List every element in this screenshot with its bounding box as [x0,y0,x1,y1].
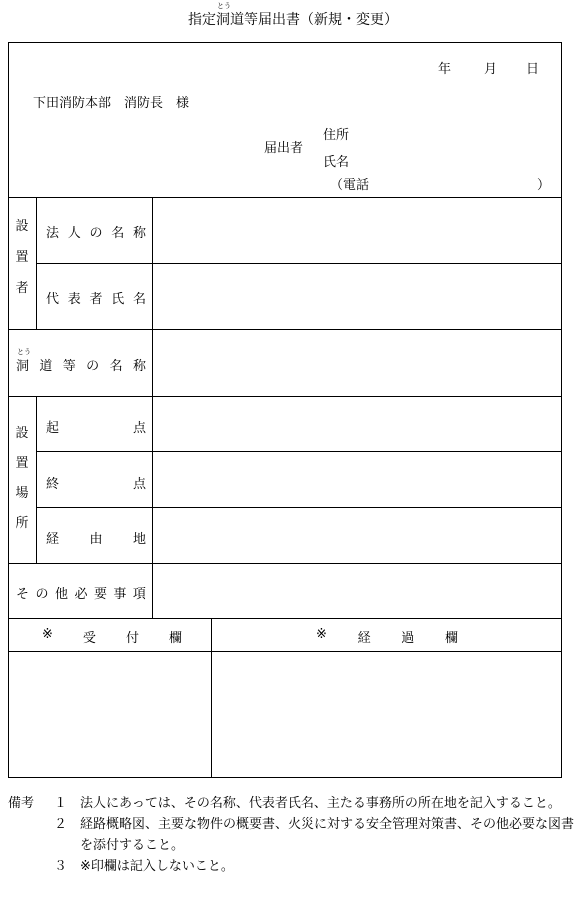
title-prefix: 指定 [188,12,216,28]
name-label: 氏名 [323,155,350,170]
note-item [8,814,580,856]
label-char: 法 [46,226,60,241]
rule-installer-mid [36,263,562,264]
rule-tunnel-bottom [8,396,562,397]
location-group-char-4: 所 [15,516,29,531]
label-char: 付 [125,631,139,646]
label-char: の [86,359,100,374]
rule-location-group-sep [36,396,37,563]
rule-stamp-header-bottom [8,651,562,652]
note-spacer [8,814,54,856]
label-char: 名 [132,292,146,307]
end-point-label [46,473,146,492]
installer-group-char-3: 者 [15,281,29,296]
label-char: 氏 [111,292,125,307]
form-title [0,2,586,29]
progress-label [316,627,458,646]
label-char: そ [16,587,30,602]
note-spacer [8,856,54,877]
note-text: 経路概略図、主要な物件の概要書、火災に対する安全管理対策書、その他必要な図書を添付すること。 [80,817,575,853]
rule-installer-bottom [8,329,562,330]
label-char: 道 [39,359,53,374]
label-char: 等 [62,359,76,374]
label-char: の [89,226,103,241]
label-char: 他 [54,587,68,602]
rep-name-label [46,288,146,307]
title-suffix: 道等届出書（新規・変更） [230,12,398,28]
date-month: 月 [484,62,498,77]
location-group-char-2: 置 [15,456,29,471]
label-char: 必 [74,587,88,602]
label-char: 過 [401,631,415,646]
location-group-label [14,426,30,532]
label-char: 経 [357,631,371,646]
other-items-label [16,583,146,602]
start-point-label [46,417,146,436]
label-char: 由 [89,532,103,547]
note-item [8,793,580,814]
label-char: 終 [46,477,60,492]
tunnel-name-label [16,348,146,374]
label-char: 者 [89,292,103,307]
addressee: 下田消防本部 消防長 様 [33,96,190,111]
rule-label-column-sep [152,197,153,618]
installer-group-char-1: 設 [15,219,29,234]
rule-header-bottom [8,197,562,198]
notifier-label: 届出者 [264,141,304,156]
date-day: 日 [526,62,540,77]
location-group-char-3: 場 [15,486,29,501]
note-text: 法人にあっては、その名称、代表者氏名、主たる事務所の所在地を記入すること。 [80,796,561,811]
rule-location-bottom [8,563,562,564]
label-char: 欄 [444,631,458,646]
label-char: 代 [46,292,60,307]
label-char: の [35,587,49,602]
label-char: 受 [82,631,96,646]
notes-heading: 備考 [8,796,35,811]
title-ruby-char: 洞 [216,12,230,28]
label-char: 起 [46,421,60,436]
label-char: 項 [132,587,146,602]
label-char: 要 [93,587,107,602]
label-char: 点 [132,477,146,492]
note-number: ３ [54,859,68,874]
note-number: ２ [54,817,68,832]
installer-group-label [14,219,30,297]
title-ruby-base [216,2,231,29]
phone-close: ） [537,178,551,193]
rule-end-bottom [36,507,562,508]
rule-stamp-sep [211,618,212,778]
label-char: ※ [42,627,53,642]
label-char: 欄 [168,631,182,646]
label-char: 名 [109,359,123,374]
phone-open: （電話 [330,178,370,193]
location-group-char-1: 設 [15,426,29,441]
address-label: 住所 [323,128,350,143]
label-char: 地 [132,532,146,547]
tunnel-ruby-reading: とう [17,348,31,356]
rule-installer-group-sep [36,197,37,329]
date-year: 年 [438,62,452,77]
corp-name-label [46,222,146,241]
note-number: １ [54,796,68,811]
label-char: 称 [132,359,146,374]
title-ruby-reading: とう [217,2,231,10]
reception-label [42,627,182,646]
label-char: ※ [316,627,327,642]
note-text: ※印欄は記入しないこと。 [80,859,234,874]
label-char: 事 [113,587,127,602]
installer-group-char-2: 置 [15,250,29,265]
label-char: 称 [132,226,146,241]
rule-other-bottom [8,618,562,619]
note-item [8,856,580,877]
rule-start-bottom [36,451,562,452]
label-char: 点 [132,421,146,436]
label-char: 人 [67,226,81,241]
notes [8,793,580,877]
label-char: 表 [67,292,81,307]
label-char: 名 [111,226,125,241]
tunnel-ruby-char: 洞 [16,359,30,374]
label-char: 経 [46,532,60,547]
via-point-label [46,528,146,547]
tunnel-ruby-base [16,348,31,374]
